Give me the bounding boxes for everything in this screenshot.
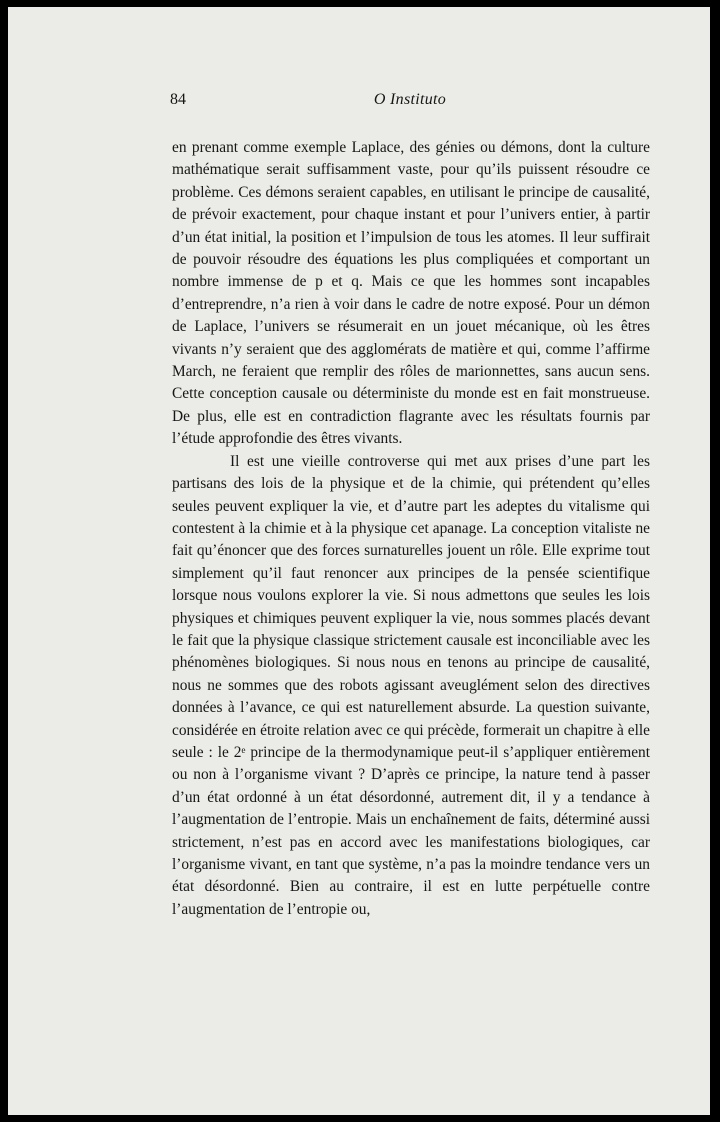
journal-title: O Instituto — [373, 91, 447, 108]
book-page — [8, 7, 710, 1115]
page-number: 84 — [170, 91, 186, 108]
paragraph-2: Il est une vieille controverse qui met aux prises d’une part les partisans des lois de la physique et de la chimie, qui prétendent qu’elles seules peuvent expliquer la vie, et d’autre part les adeptes du vitalisme qui contestent à la chimie et à la physique cet apanage. La conception vitaliste ne fait qu’énoncer que des forces surnaturelles jouent un rôle. Elle exprime tout simplement qu’il faut renoncer aux principes de la pensée scientifique lorsque nous voulons explorer la vie. Si nous admettons que seules les lois physiques et chimiques peuvent expliquer la vie, nous sommes placés devant le fait que la physique classique strictement causale est inconciliable avec les phénomènes biologiques. Si nous nous en tenons au principe de causalité, nous ne sommes que des robots agissant aveuglément selon des directives données à l’avance, ce qui est naturellement absurde. La question suivante, considérée en étroite relation avec ce qui précède, formerait un chapitre à elle seule : le 2ᵉ principe de la thermodynamique peut-il s’appliquer entièrement ou non à l’organisme vivant ? D’après ce principe, la nature tend à passer d’un état ordonné à un état désordonné, autrement dit, il y a tendance à l’augmentation de l’entropie. Mais un enchaînement de faits, déterminé aussi strictement, n’est pas en accord avec les manifestations biologiques, car l’organisme vivant, en tant que système, n’a pas la moindre tendance vers un état désordonné. Bien au contraire, il est en lutte perpétuelle contre l’augmentation de l’entropie ou, — [172, 452, 650, 918]
paragraph-1: en prenant comme exemple Laplace, des génies ou démons, dont la culture mathématique serait suffisamment vaste, pour qu’ils puissent résoudre ce problème. Ces démons seraient capables, en utilisant le principe de causalité, de prévoir exactement, pour chaque instant et pour l’univers entier, à partir d’un état initial, la position et l’impulsion de tous les atomes. Il leur suffirait de pouvoir résoudre des équations les plus compliquées et comportant un nombre immense de p et q. Mais ce que les hommes sont incapables d’entreprendre, n’a rien à voir dans le cadre de notre exposé. Pour un démon de Laplace, l’univers se résumerait en un jouet mécanique, où les êtres vivants n’y seraient que des agglomérats de matière et qui, comme l’affirme March, ne feraient que remplir des rôles de marionnettes, sans aucun sens. Cette conception causale ou déterministe du monde est en fait monstrueuse. De plus, elle est en contradiction flagrante avec les résultats fournis par l’étude approfondie des êtres vivants. — [172, 139, 650, 448]
running-head — [170, 91, 650, 115]
body-text — [172, 137, 650, 921]
